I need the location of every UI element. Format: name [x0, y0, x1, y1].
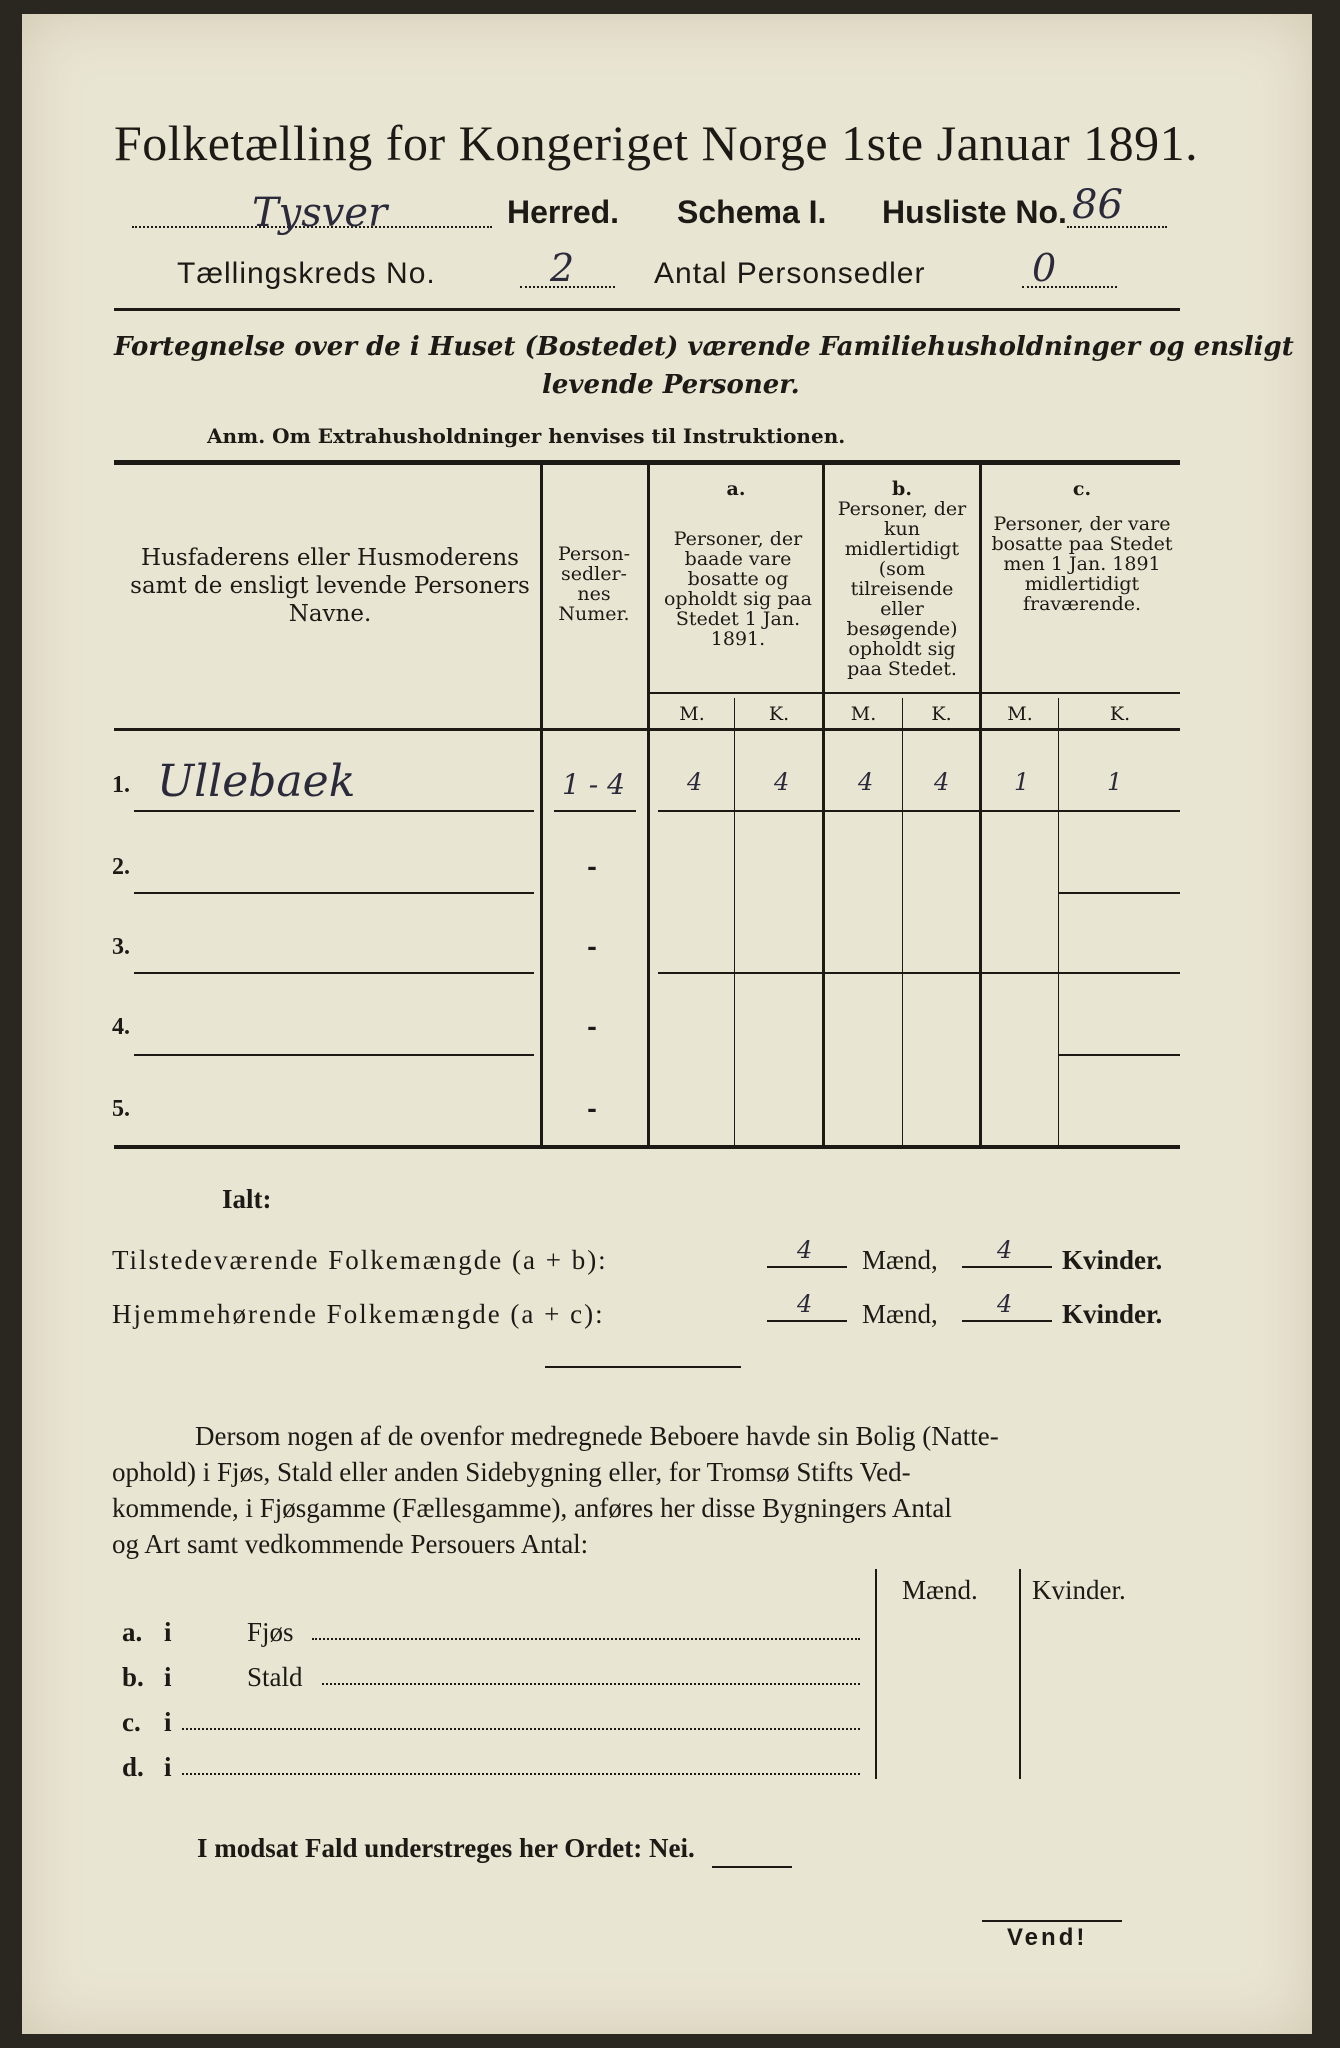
- col-c-m: M.: [1007, 703, 1033, 725]
- kreds-value: 2: [550, 246, 575, 290]
- col-numer-header: Person-sedler-nes Numer.: [557, 543, 631, 625]
- row-b-k: 4: [934, 768, 950, 796]
- col-a-m: M.: [679, 703, 705, 725]
- col-c-k: K.: [1109, 703, 1131, 725]
- census-form: [22, 14, 1312, 2034]
- total-line2-maend: Mænd,: [862, 1299, 938, 1329]
- col-a-letter: a.: [726, 478, 746, 500]
- row-a-k: 4: [774, 768, 790, 796]
- col-b-m: M.: [850, 703, 877, 725]
- row-c-k: 1: [1107, 768, 1123, 796]
- total-line1-k: 4: [997, 1236, 1013, 1264]
- col-b-header: Personer, der kun midlertidigt (som tilreisende eller besøgende) opholdt sig paa Stedet.: [837, 498, 967, 680]
- row-numer: -: [587, 852, 597, 881]
- col-a-header: Personer, der baade vare bosatte og opholdt sig paa Stedet 1 Jan. 1891.: [663, 528, 813, 650]
- form-title: Folketælling for Kongeriget Norge 1ste Januar 1891.: [114, 115, 1199, 171]
- kreds-label: Tællingskreds No.: [177, 257, 436, 290]
- total-line1-label: Tilstedeværende Folkemængde (a + b):: [112, 1245, 608, 1275]
- col-b-letter: b.: [892, 478, 912, 500]
- herred-label: Herred.: [507, 194, 620, 230]
- note-maend-header: Mænd.: [902, 1575, 978, 1605]
- note-line4: og Art samt vedkommende Persouers Antal:: [112, 1529, 589, 1559]
- total-line2-m: 4: [797, 1290, 813, 1318]
- note-line1: Dersom nogen af de ovenfor medregnede Beboere havde sin Bolig (Natte-: [195, 1421, 999, 1451]
- row-b-m: 4: [858, 768, 874, 796]
- item-i: i: [164, 1662, 172, 1692]
- item-letter: a.: [122, 1617, 143, 1647]
- row-number: 5.: [112, 1096, 130, 1122]
- row-numer: -: [587, 1012, 597, 1041]
- row-numer: 1 - 4: [562, 768, 625, 801]
- total-line1-m: 4: [797, 1236, 813, 1264]
- husliste-label: Husliste No.: [882, 194, 1067, 230]
- modsat-text: I modsat Fald understreges her Ordet: Nei.: [197, 1833, 695, 1863]
- item-i: i: [164, 1707, 172, 1737]
- total-line2-k: 4: [997, 1290, 1013, 1318]
- item-label: Fjøs: [247, 1617, 294, 1647]
- note-line3: kommende, i Fjøsgamme (Fællesgamme), anføres her disse Bygningers Antal: [112, 1493, 952, 1523]
- vend-label: Vend!: [1007, 1924, 1088, 1951]
- ialt-label: Ialt:: [222, 1184, 272, 1214]
- item-i: i: [164, 1752, 172, 1782]
- antal-label: Antal Personsedler: [654, 257, 926, 290]
- item-label: Stald: [247, 1662, 303, 1692]
- col-c-letter: c.: [1072, 478, 1092, 500]
- total-line2-kvinder: Kvinder.: [1062, 1299, 1163, 1329]
- husliste-value: 86: [1072, 182, 1123, 228]
- row-a-m: 4: [687, 768, 703, 796]
- item-letter: d.: [122, 1752, 144, 1782]
- item-letter: b.: [122, 1662, 144, 1692]
- col-c-header: Personer, der vare bosatte paa Stedet men 1 Jan. 1891 midlertidigt fraværende.: [991, 513, 1173, 615]
- antal-value: 0: [1032, 246, 1057, 290]
- row-number: 4.: [112, 1014, 130, 1040]
- note-line2: ophold) i Fjøs, Stald eller anden Sidebygning eller, for Tromsø Stifts Ved-: [112, 1457, 911, 1487]
- col-b-k: K.: [931, 703, 952, 725]
- anm-note: Anm. Om Extrahusholdninger henvises til Instruktionen.: [207, 424, 846, 448]
- col-names-header: Husfaderens eller Husmoderens samt de ensligt levende Personers Navne.: [130, 545, 530, 627]
- item-letter: c.: [122, 1707, 141, 1737]
- item-i: i: [164, 1617, 172, 1647]
- row-numer: -: [587, 932, 597, 961]
- col-a-k: K.: [768, 703, 790, 725]
- schema-label: Schema I.: [677, 194, 827, 230]
- note-kvinder-header: Kvinder.: [1032, 1575, 1126, 1605]
- total-line1-kvinder: Kvinder.: [1062, 1245, 1163, 1275]
- row-number: 3.: [112, 934, 130, 960]
- row-number: 1.: [112, 772, 130, 798]
- intro-line1: Fortegnelse over de i Huset (Bostedet) værende Familiehusholdninger og ensligt: [114, 332, 1294, 362]
- row-name: Ullebaek: [157, 756, 356, 807]
- total-line1-maend: Mænd,: [862, 1245, 938, 1275]
- row-number: 2.: [112, 854, 130, 880]
- herred-value: Tysver: [252, 190, 388, 236]
- row-c-m: 1: [1014, 768, 1030, 796]
- intro-line2: levende Personer.: [542, 370, 800, 400]
- row-numer: -: [587, 1094, 597, 1123]
- total-line2-label: Hjemmehørende Folkemængde (a + c):: [112, 1299, 605, 1329]
